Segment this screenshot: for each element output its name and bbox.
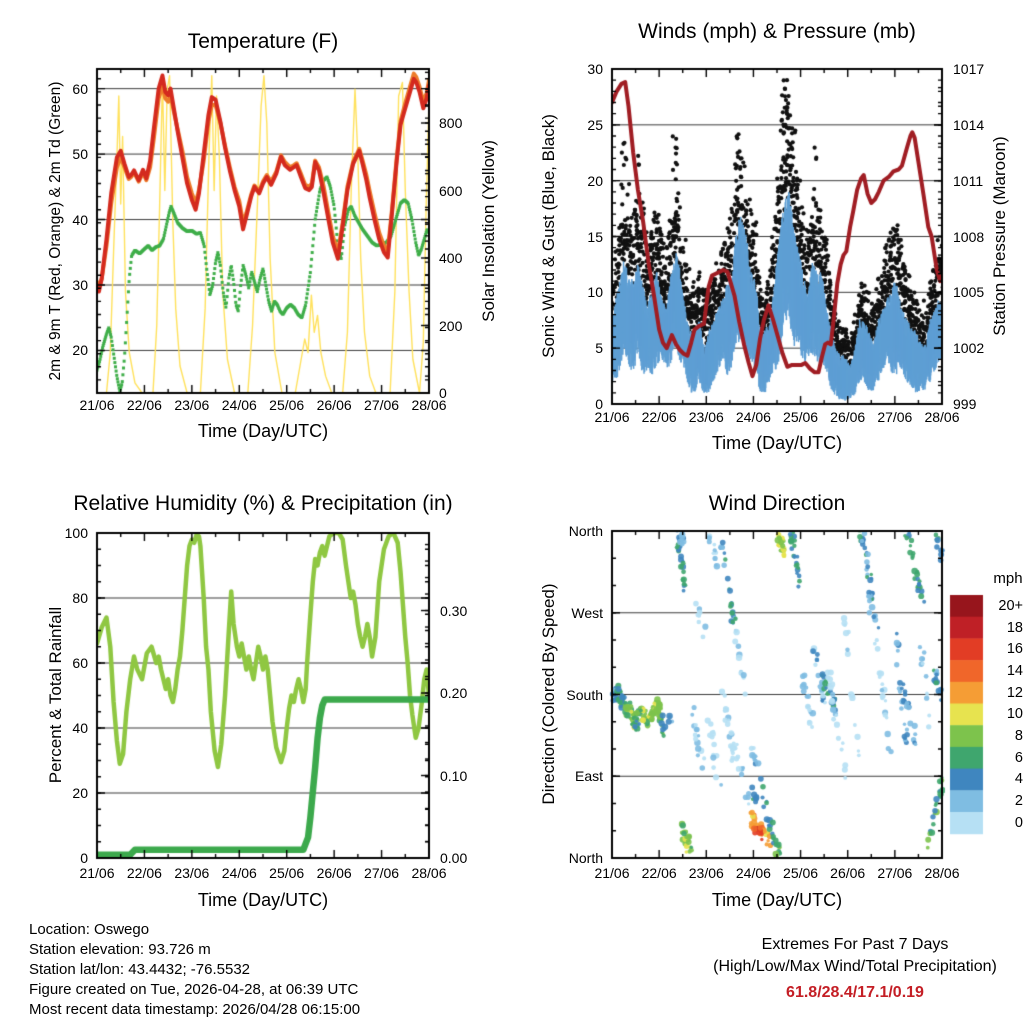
- tick-label: 600: [439, 182, 463, 199]
- tick-label: 10: [1006, 706, 1023, 723]
- tick-label: 26/06: [830, 409, 866, 425]
- extremes-subheading: (High/Low/Max Wind/Total Precipitation): [713, 958, 997, 975]
- tick-label: 28/06: [924, 865, 960, 881]
- tick-label: 24/06: [735, 409, 771, 425]
- winds-ylabel-left: Sonic Wind & Gust (Blue, Black): [539, 114, 558, 358]
- tick-label: 27/06: [877, 409, 913, 425]
- tick-label: 14: [1006, 662, 1023, 679]
- tick-label: 21/06: [79, 397, 115, 413]
- tick-label: 20: [72, 342, 88, 359]
- tick-label: East: [574, 768, 603, 785]
- footer-location: Location: Oswego: [29, 921, 150, 938]
- tick-label: 0: [1014, 814, 1023, 831]
- tick-label: 28/06: [411, 865, 447, 881]
- tick-label: 24/06: [221, 397, 257, 413]
- tick-label: 23/06: [688, 865, 724, 881]
- tick-label: 26/06: [316, 865, 352, 881]
- wind-direction-chart-title: Wind Direction: [708, 492, 846, 515]
- tick-label: 18: [1006, 619, 1023, 636]
- tick-label: 0: [439, 385, 447, 401]
- tick-label: 2: [1014, 793, 1023, 810]
- tick-label: 80: [72, 590, 88, 606]
- tick-label: 1002: [953, 340, 985, 357]
- tick-label: 25/06: [783, 409, 819, 425]
- extremes-values: 61.8/28.4/17.1/0.19: [786, 984, 924, 1001]
- tick-label: 22/06: [126, 865, 162, 881]
- tick-label: West: [571, 604, 603, 621]
- tick-label: 200: [439, 317, 463, 334]
- tick-label: 24/06: [221, 865, 257, 881]
- tick-label: 1017: [953, 61, 985, 77]
- extremes-heading: Extremes For Past 7 Days: [761, 936, 949, 953]
- tick-label: 10: [587, 284, 603, 301]
- footer-created: Figure created on Tue, 2026-04-28, at 06:39 UTC: [29, 981, 359, 998]
- tick-label: 21/06: [594, 865, 630, 881]
- tick-label: North: [568, 523, 603, 539]
- tick-label: 1014: [953, 116, 985, 133]
- tick-label: 20: [72, 785, 88, 801]
- tick-label: 30: [72, 277, 88, 293]
- tick-label: 0: [595, 396, 603, 412]
- tick-label: 15: [587, 228, 603, 245]
- tick-label: 0.00: [440, 850, 468, 866]
- tick-label: 25/06: [783, 865, 819, 881]
- tick-label: 20+: [998, 597, 1023, 614]
- tick-label: 25/06: [269, 865, 305, 881]
- colorbar-title: mph: [993, 570, 1023, 587]
- tick-label: 60: [72, 80, 88, 97]
- winds-xlabel: Time (Day/UTC): [711, 433, 843, 453]
- tick-label: 6: [1014, 749, 1023, 766]
- tick-label: 23/06: [174, 397, 210, 413]
- tick-label: 28/06: [924, 409, 960, 425]
- tick-label: 23/06: [688, 409, 724, 425]
- tick-label: 25: [587, 116, 603, 133]
- tick-label: 100: [64, 525, 88, 541]
- tick-label: 22/06: [641, 865, 677, 881]
- tick-label: 26/06: [830, 865, 866, 881]
- temperature-chart-title: Temperature (F): [187, 30, 339, 53]
- tick-label: 28/06: [411, 397, 447, 413]
- tick-label: 20: [587, 172, 603, 189]
- tick-label: 27/06: [364, 397, 400, 413]
- footer-latlon: Station lat/lon: 43.4432; -76.5532: [29, 961, 251, 978]
- humidity-ylabel-left: Percent & Total Rainfall: [46, 606, 65, 784]
- footer-elevation: Station elevation: 93.726 m: [29, 941, 211, 958]
- humidity-chart-title: Relative Humidity (%) & Precipitation (in): [73, 492, 453, 515]
- tick-label: 23/06: [174, 865, 210, 881]
- tick-label: 5: [595, 340, 603, 357]
- wind-direction-ylabel: Direction (Colored By Speed): [539, 583, 558, 805]
- tick-label: 4: [1014, 771, 1023, 788]
- tick-label: 25/06: [269, 397, 305, 413]
- tick-label: 1008: [953, 228, 985, 245]
- tick-label: 24/06: [735, 865, 771, 881]
- tick-label: 1005: [953, 284, 985, 301]
- tick-label: 0.10: [440, 767, 468, 784]
- humidity-xlabel: Time (Day/UTC): [197, 890, 329, 910]
- tick-label: 16: [1006, 641, 1023, 658]
- tick-label: 0: [80, 850, 88, 866]
- tick-label: 22/06: [126, 397, 162, 413]
- tick-label: 21/06: [594, 409, 630, 425]
- tick-label: 999: [953, 396, 977, 412]
- tick-label: North: [568, 850, 603, 866]
- tick-label: 800: [439, 115, 463, 131]
- temperature-xlabel: Time (Day/UTC): [197, 421, 329, 441]
- tick-label: 0.20: [440, 685, 468, 702]
- tick-label: 12: [1006, 684, 1023, 701]
- tick-label: 60: [72, 655, 88, 671]
- tick-label: 22/06: [641, 409, 677, 425]
- tick-label: 40: [72, 211, 88, 228]
- winds-chart-title: Winds (mph) & Pressure (mb): [638, 20, 916, 43]
- tick-label: 8: [1014, 728, 1023, 745]
- tick-label: 0.30: [440, 602, 468, 619]
- tick-label: 1011: [953, 172, 984, 189]
- temperature-ylabel-left: 2m & 9m T (Red, Orange) & 2m Td (Green): [47, 81, 64, 381]
- tick-label: 21/06: [79, 865, 115, 881]
- tick-label: 30: [587, 61, 603, 77]
- tick-label: 27/06: [364, 865, 400, 881]
- tick-label: 50: [72, 146, 88, 163]
- wind-direction-xlabel: Time (Day/UTC): [711, 890, 843, 910]
- tick-label: South: [566, 686, 603, 703]
- temperature-ylabel-right: Solar Insolation (Yellow): [479, 140, 498, 322]
- tick-label: 40: [72, 720, 88, 736]
- tick-label: 26/06: [316, 397, 352, 413]
- footer-timestamp: Most recent data timestamp: 2026/04/28 06:15:00: [29, 1001, 361, 1018]
- tick-label: 400: [439, 250, 463, 266]
- winds-ylabel-right: Station Pressure (Maroon): [990, 136, 1009, 336]
- tick-label: 27/06: [877, 865, 913, 881]
